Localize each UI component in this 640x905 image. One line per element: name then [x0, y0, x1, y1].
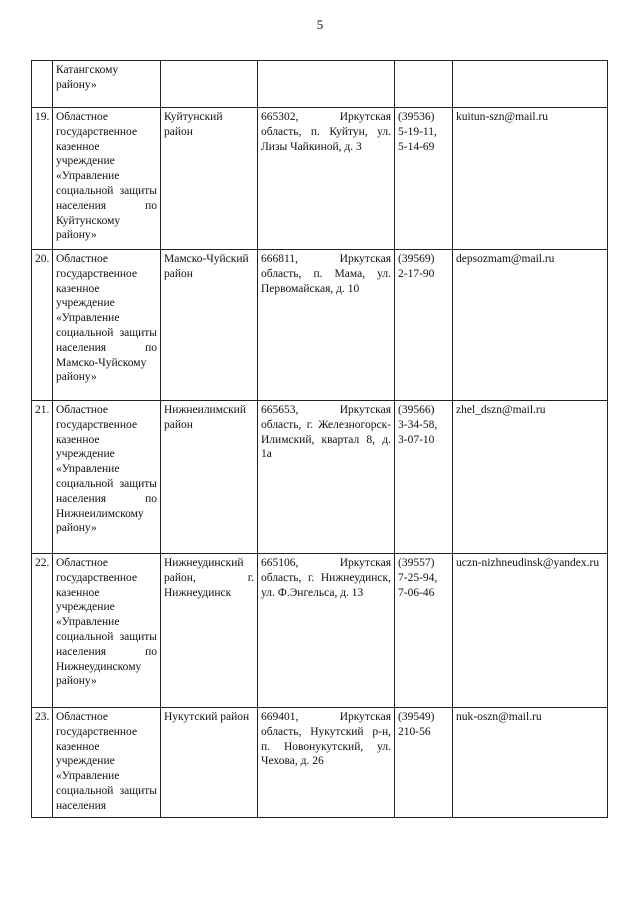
organization-name: Областное государственное казенное учреждение «Управление социальной защиты населения по Нижнеудинскому району» — [53, 554, 161, 708]
row-number: 21. — [32, 401, 53, 554]
row-number: 23. — [32, 708, 53, 818]
address: 669401, Иркутская область, Нукутский р-н, п. Новонукутский, ул. Чехова, д. 26 — [258, 708, 395, 818]
email: nuk-oszn@mail.ru — [453, 708, 608, 818]
district: Нукутский район — [161, 708, 258, 818]
table-row — [32, 708, 608, 818]
organization-name: Областное государственное казенное учреждение «Управление социальной защиты населения по Куйтунскому району» — [53, 108, 161, 250]
row-number: 19. — [32, 108, 53, 250]
table-row-continuation — [32, 61, 608, 108]
row-number — [32, 61, 53, 108]
table-row — [32, 401, 608, 554]
organization-name: Областное государственное казенное учреждение «Управление социальной защиты населения — [53, 708, 161, 818]
row-number: 22. — [32, 554, 53, 708]
email: uczn-nizhneudinsk@yandex.ru — [453, 554, 608, 708]
phone — [395, 61, 453, 108]
address — [258, 61, 395, 108]
organization-name: Областное государственное казенное учреждение «Управление социальной защиты населения по Нижнеилимскому району» — [53, 401, 161, 554]
row-number: 20. — [32, 250, 53, 401]
district: Куйтунский район — [161, 108, 258, 250]
district — [161, 61, 258, 108]
address: 666811, Иркутская область, п. Мама, ул. Первомайская, д. 10 — [258, 250, 395, 401]
phone: (39557) 7-25-94, 7-06-46 — [395, 554, 453, 708]
email: depsozmam@mail.ru — [453, 250, 608, 401]
table-row — [32, 250, 608, 401]
district: Мамско-Чуйский район — [161, 250, 258, 401]
organization-name: Катангскому району» — [53, 61, 161, 108]
phone: (39569) 2-17-90 — [395, 250, 453, 401]
phone: (39549) 210-56 — [395, 708, 453, 818]
table-row — [32, 554, 608, 708]
district: Нижнеилимский район — [161, 401, 258, 554]
phone: (39536) 5-19-11, 5-14-69 — [395, 108, 453, 250]
district: Нижнеудинский район, г. Нижнеудинск — [161, 554, 258, 708]
address: 665653, Иркутская область, г. Железногорск-Илимский, квартал 8, д. 1а — [258, 401, 395, 554]
email: zhel_dszn@mail.ru — [453, 401, 608, 554]
table-row — [32, 108, 608, 250]
email: kuitun-szn@mail.ru — [453, 108, 608, 250]
email — [453, 61, 608, 108]
organizations-table — [31, 60, 608, 818]
address: 665106, Иркутская область, г. Нижнеудинск, ул. Ф.Энгельса, д. 13 — [258, 554, 395, 708]
organization-name: Областное государственное казенное учреждение «Управление социальной защиты населения по Мамско-Чуйскому району» — [53, 250, 161, 401]
page-number: 5 — [316, 17, 324, 32]
address: 665302, Иркутская область, п. Куйтун, ул. Лизы Чайкиной, д. 3 — [258, 108, 395, 250]
phone: (39566) 3-34-58, 3-07-10 — [395, 401, 453, 554]
